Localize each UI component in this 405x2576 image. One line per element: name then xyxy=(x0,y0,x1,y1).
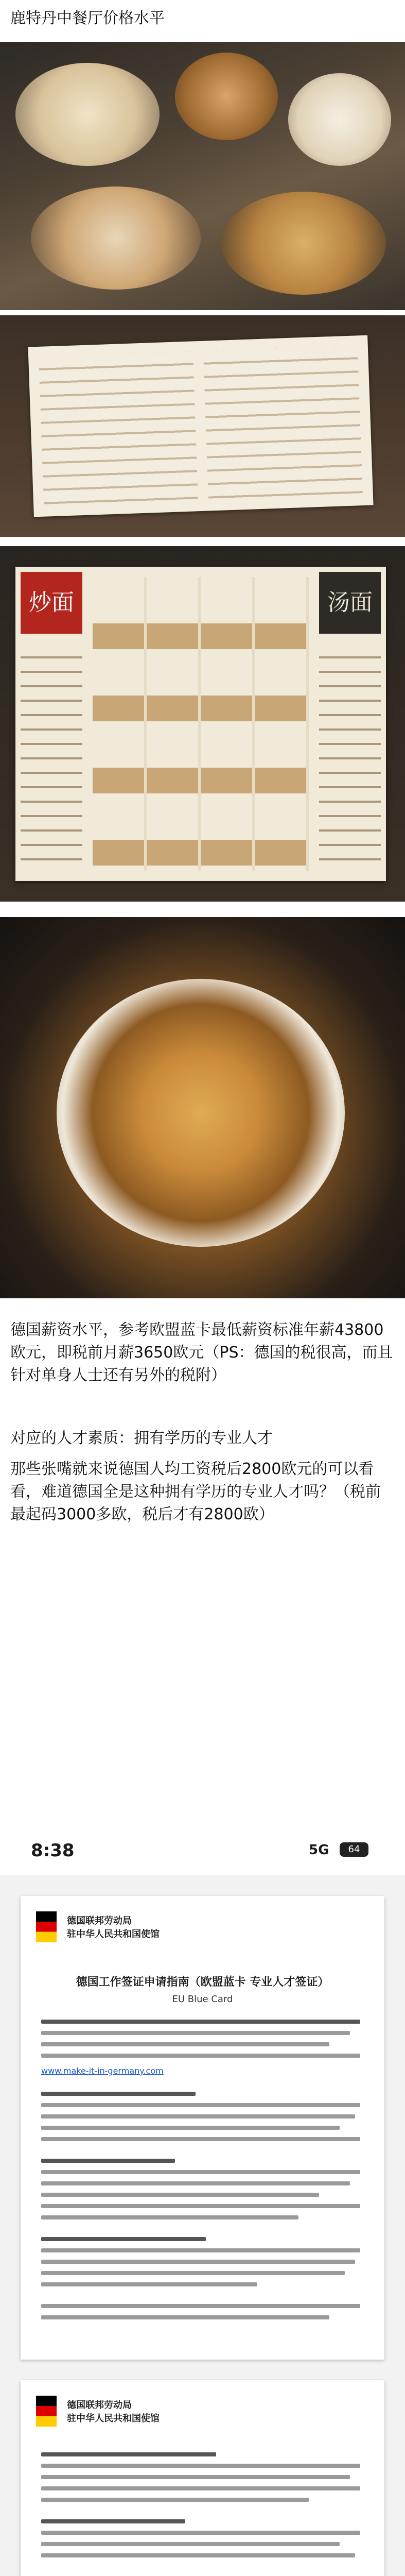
text-line xyxy=(41,2260,355,2264)
text-line xyxy=(41,2031,350,2035)
text-line xyxy=(41,2042,329,2046)
text-line xyxy=(41,2498,309,2502)
text-line xyxy=(41,2519,185,2523)
text-line xyxy=(41,2054,360,2058)
status-signal: 5G xyxy=(309,1842,329,1858)
text-line xyxy=(41,2092,196,2096)
noodle-plate xyxy=(57,979,345,1247)
german-flag-icon xyxy=(36,1911,57,1942)
text-line xyxy=(41,2181,350,2185)
text-line xyxy=(41,2215,298,2219)
doc-header-line2: 驻中华人民共和国使馆 xyxy=(67,2413,160,2424)
text-line xyxy=(41,2553,355,2557)
german-flag-icon xyxy=(36,2396,57,2427)
menu-page xyxy=(28,335,373,517)
text-line xyxy=(41,2103,360,2107)
text-line xyxy=(41,2271,345,2275)
text-line xyxy=(41,2237,206,2241)
doc-title: 德国工作签证申请指南（欧盟蓝卡 专业人才签证） xyxy=(76,1976,329,1989)
doc-subtitle: EU Blue Card xyxy=(172,1994,233,2005)
doc-header-line1: 德国联邦劳动局 xyxy=(67,1916,132,1926)
text-line xyxy=(41,2542,340,2546)
pdf-viewer[interactable] xyxy=(0,1875,405,2576)
text-line xyxy=(41,2464,360,2468)
text-line xyxy=(41,2531,360,2535)
question-paragraph: 那些张嘴就来说德国人均工资税后2800欧元的可以看看，难道德国全是这种拥有学历的专业人才吗？（税前最起码3000多欧，税后才有2800欧） xyxy=(10,1460,381,1523)
text-line xyxy=(41,2315,329,2319)
doc-link[interactable]: www.make-it-in-germany.com xyxy=(41,2066,164,2076)
text-line xyxy=(41,2248,360,2252)
text-line xyxy=(41,2159,175,2163)
doc-header-line1: 德国联邦劳动局 xyxy=(67,2400,132,2411)
text-line xyxy=(41,2114,355,2119)
text-line xyxy=(41,2304,360,2308)
battery-indicator: 64 xyxy=(340,1842,368,1857)
menu-text-column xyxy=(21,644,82,871)
steamer-basket xyxy=(175,53,278,140)
menu-left-title: 炒面 xyxy=(21,572,82,634)
menu-photo-1 xyxy=(0,315,405,537)
document-page-2 xyxy=(21,2380,384,2576)
talent-paragraph: 对应的人才素质：拥有学历的专业人才 xyxy=(10,1429,273,1447)
text-line xyxy=(41,2193,319,2197)
salary-paragraph: 德国薪资水平，参考欧盟蓝卡最低薪资标准年薪43800欧元，即税前月薪3650欧元（PS：德国的税很高，而且针对单身人士还有另外的税附） xyxy=(10,1321,393,1384)
document-page-1 xyxy=(21,1896,384,2360)
food-photo-noodles xyxy=(0,917,405,1298)
text-line xyxy=(41,2170,360,2174)
fried-dish-plate xyxy=(221,192,386,295)
text-line xyxy=(41,2126,340,2130)
menu-text-column xyxy=(319,644,381,871)
dumpling-plate xyxy=(15,63,160,166)
text-line xyxy=(41,2475,350,2479)
rice-plate xyxy=(31,187,201,290)
text-line xyxy=(41,2452,216,2456)
bun-plate xyxy=(288,73,391,166)
food-photo-dimsum xyxy=(0,42,405,310)
text-line xyxy=(41,2204,360,2208)
phone-status-bar xyxy=(0,1824,405,1875)
menu-text-column xyxy=(39,351,198,506)
menu-photo-2 xyxy=(0,546,405,902)
menu-spread xyxy=(15,567,386,881)
text-line xyxy=(41,2020,360,2024)
text-line xyxy=(41,2137,360,2141)
doc-header-line2: 驻中华人民共和国使馆 xyxy=(67,1929,160,1940)
menu-dish-grid xyxy=(93,577,309,871)
status-time: 8:38 xyxy=(31,1840,75,1861)
menu-right-title: 汤面 xyxy=(319,572,381,634)
intro-title: 鹿特丹中餐厅价格水平 xyxy=(10,9,165,27)
text-line xyxy=(41,2282,257,2286)
menu-text-column xyxy=(203,346,363,500)
text-line xyxy=(41,2486,360,2490)
